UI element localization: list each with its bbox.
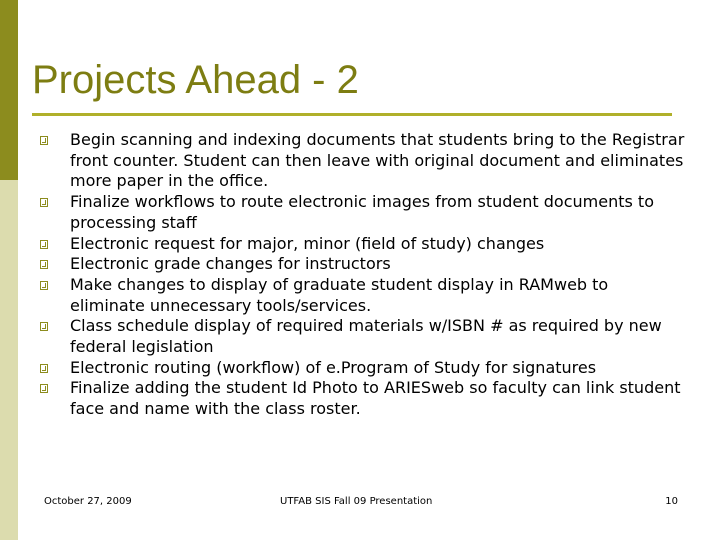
left-accent-bar-dark — [0, 0, 18, 180]
bullet-item — [38, 192, 688, 233]
bullet-list — [38, 130, 688, 420]
bullet-item — [38, 254, 688, 275]
bullet-item — [38, 130, 688, 192]
square-bullet-icon — [40, 260, 48, 269]
bullet-text: Finalize workflows to route electronic images from student documents to processing staff — [70, 192, 654, 232]
square-bullet-icon — [40, 136, 48, 145]
square-bullet-icon — [40, 281, 48, 290]
bullet-text: Electronic request for major, minor (field of study) changes — [70, 233, 545, 253]
slide-title: Projects Ahead - 2 — [32, 58, 359, 102]
square-bullet-icon — [40, 198, 48, 207]
square-bullet-icon — [40, 240, 48, 249]
bullet-text: Make changes to display of graduate student display in RAMweb to eliminate unnecessary tools/services. — [70, 274, 609, 315]
square-bullet-icon — [40, 384, 48, 393]
square-bullet-icon — [40, 364, 48, 373]
left-accent-bar-light — [0, 180, 18, 540]
bullet-item — [38, 358, 688, 379]
bullet-item — [38, 378, 688, 419]
footer-presentation-title: UTFAB SIS Fall 09 Presentation — [280, 496, 433, 507]
page-number: 10 — [665, 496, 678, 507]
square-bullet-icon — [40, 322, 48, 331]
bullet-text: Electronic routing (workflow) of e.Program of Study for signatures — [70, 357, 597, 377]
bullet-text: Begin scanning and indexing documents that students bring to the Registrar front counter. Student can then leave with original document and eliminates more paper in the office. — [70, 130, 685, 191]
bullet-item — [38, 275, 688, 316]
bullet-text: Class schedule display of required materials w/ISBN # as required by new federal legislation — [70, 316, 662, 357]
bullet-text: Finalize adding the student Id Photo to ARIESweb so faculty can link student face and name with the class roster. — [70, 378, 681, 419]
bullet-item — [38, 316, 688, 357]
bullet-text: Electronic grade changes for instructors — [70, 254, 391, 274]
footer-date: October 27, 2009 — [44, 496, 132, 507]
bullet-item — [38, 234, 688, 255]
title-underline — [32, 113, 672, 116]
